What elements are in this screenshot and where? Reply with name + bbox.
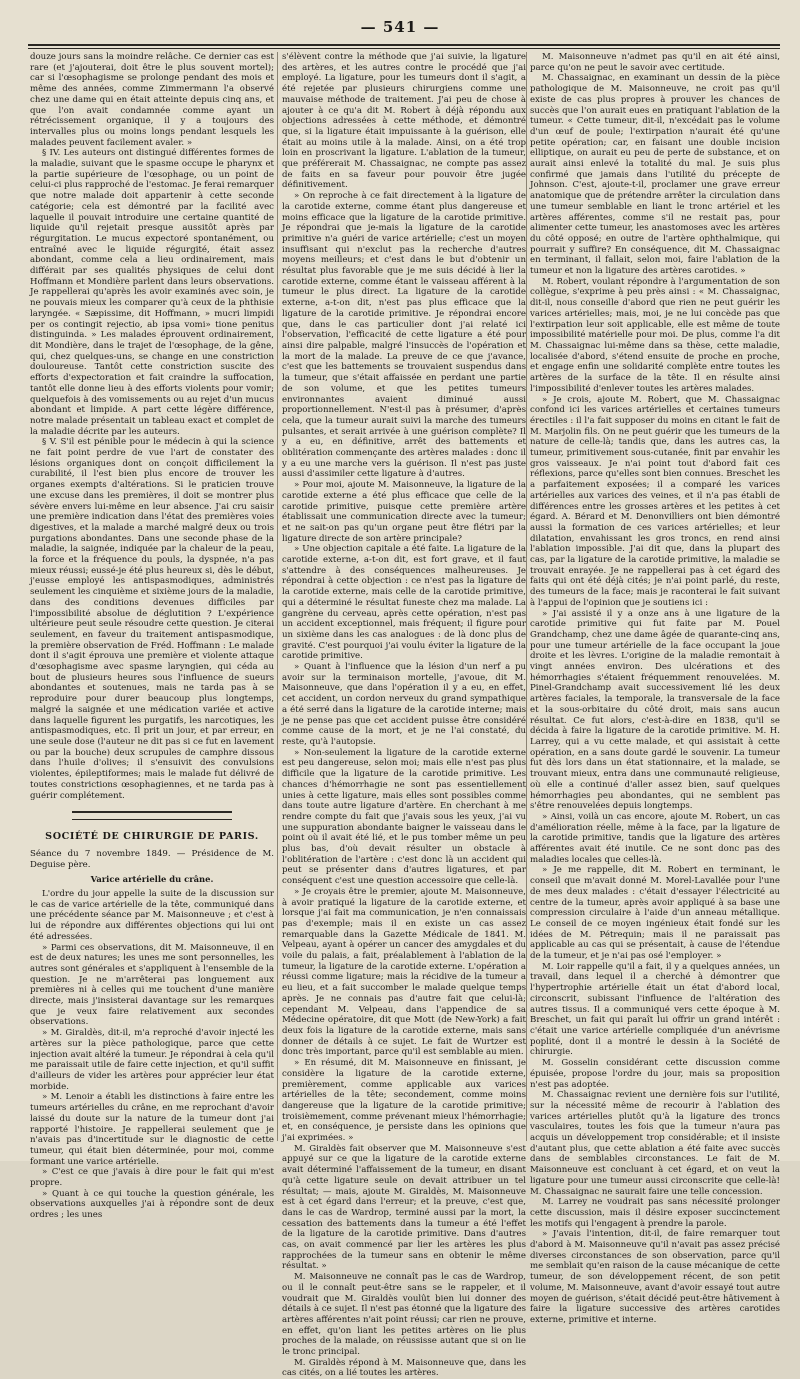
column-divider: [277, 52, 278, 1141]
paragraph: » C'est ce que j'avais à dire pour le fait qui m'est propre.: [30, 1167, 274, 1189]
paragraph: » J'avais l'intention, dit-il, de faire remarquer tout d'abord à M. Maisonneuve qu'il n'avait pas assez précisé diverses circonstances de son observation, parce qu'il me semblait qu'en raison de la cause mécanique de cette tumeur, de son développement récent, de son petit volume, M. Maisonneuve, avant d'avoir essayé tout autre moyen de guérison, s'était décidé peut-être hâtivement à faire la ligature successive des artères carotides externe, primitive et interne.: [530, 1229, 780, 1325]
paragraph: M. Giraldès fait observer que M. Maisonneuve s'est appuyé sur ce que la ligature de la carotide externe avait déterminé l'affaissement de la tumeur, en disant qu'à cette ligature seule on devait attribuer un tel résultat; — mais, ajoute M. Giraldès, M. Maisonneuve est à cet égard dans l'erreur; et la preuve, c'est que, dans le cas de Wardrop, terminé aussi par la mort, la cessation des battements dans la tumeur a été l'effet de la ligature de la carotide primitive. Dans d'autres cas, on avait commencé par lier les artères les plus rapprochées de la tumeur sans en obtenir le même résultat. »: [282, 1143, 526, 1272]
paragraph: » En résumé, dit M. Maisonneuve en finissant, je considère la ligature de la carotide externe, premièrement, comme applicable aux varices artérielles de la tête; secondement, comme moins dangereuse que la ligature de la carotide primitive; troisièmement, comme prévenant mieux l'hémorrhagie; et, en conséquence, je persiste dans les opinions que j'ai exprimées. »: [282, 1058, 526, 1144]
session-line: Séance du 7 novembre 1849. — Présidence de M. Deguise père.: [30, 848, 274, 870]
section-ornament: [72, 811, 232, 820]
paragraph: » M. Lenoir a établi les distinctions à faire entre les tumeurs artérielles du crâne, en me reprochant d'avoir laissé du doute sur la nature de la tumeur dont j'ai rapporté l'histoire. Je rappellerai seulement que je n'avais pas d'incertitude sur le diagnostic de cette tumeur, qui était bien déterminée, pour moi, comme formant une varice artérielle.: [30, 1092, 274, 1167]
page-number: — 541 —: [360, 18, 440, 36]
paragraph: § V. S'il est pénible pour le médecin à qui la science ne fait point perdre de vue l'art de constater des lésions organiques dont on conçoit difficilement la curabilité, il l'est bien plus encore de trouver les organes exempts d'altérations. Si le praticien trouve une excuse dans les premières, il doit se montrer plus sévère envers lui-même en leur absence. J'ai cru saisir une première indication dans l'état des premières voies digestives, et la malade a marché malgré deux ou trois purgations abondantes. Dans une seconde phase de la maladie, la saignée, indiquée par la chaleur de la peau, la force et la fréquence du pouls, la dyspnée, n'a pas mieux réussi; eussé-je été plus heureux si, dès le début, j'eusse employé les antispasmodiques, administrés seulement les cinquième et sixième jours de la maladie, dans des conditions devenues difficiles par l'impossibilité absolue de déglutition ? L'expérience ultérieure peut seule résoudre cette question. Je citerai seulement, en faveur du traitement antispasmodique, la première observation de Fréd. Hoffmann : Le malade dont il s'agit éprouva une première et violente attaque d'œsophagisme avec spasme laryngien, qui céda au bout de plusieurs heures sous l'influence de sueurs abondantes et soutenues, mais ne tarda pas à se reproduire pour durer beaucoup plus longtemps, malgré la saignée et une médication variée et active dans laquelle figurent les purgatifs, les narcotiques, les antispasmodiques, etc. Il prit un jour, et par erreur, en une seule dose (l'auteur ne dit pas si ce fut en lavement ou par la bouche) deux scrupules de camphre dissous dans l'huile d'olives; il s'ensuivit des convulsions violentes, épileptiformes; mais le malade fut délivré de toutes constrictions œsophagiennes, et ne tarda pas à guérir complétement.: [30, 437, 274, 801]
paragraph: » M. Giraldès, dit-il, m'a reproché d'avoir injecté les artères sur la pièce pathologique, parce que cette injection avait altéré la tumeur. Je répondrai à cela qu'il me paraissait utile de faire cette injection, et qu'il suffit d'ailleurs de vider les artères pour apprécier leur état morbide.: [30, 1028, 274, 1092]
paragraph: § IV. Les auteurs ont distingué différentes formes de la maladie, suivant que le spasme occupe le pharynx et la partie supérieure de l'œsophage, ou un point de celui-ci plus rapproché de l'estomac. Je ferai remarquer que notre malade doit appartenir à cette seconde catégorie; cela est démontré par la facilité avec laquelle il pouvait introduire une certaine quantité de liquide qu'il rejetait presque aussitôt après par régurgitation. Le mucus expectoré spontanément, ou entraîné avec le liquide régurgité, était assez abondant, comme cela a lieu ordinairement, mais différait par ses qualités physiques de celui dont Hoffmann et Mondière parlent dans leurs observations. Je rappellerai qu'après les avoir examinés avec soin, je ne pouvais mieux les comparer qu'à ceux de la phthisie laryngée. « Sæpissime, dit Hoffmann, » mucri limpidi per os contingit rejectio, ab ipsa vomi» tione penitus distinguinda. » Les malades éprouvent ordinairement, dit Mondière, dans le trajet de l'œsophage, de la gêne, qui, chez quelques-uns, se change en une constriction douloureuse. Tantôt cette constriction suscite des efforts d'expectoration et fait craindre la suffocation, tantôt elle donne lieu à des efforts violents pour vomir; quelquefois à des vomissements ou au rejet d'un mucus abondant et limpide. A part cette légère différence, notre malade présentait un tableau exact et complet de la maladie décrite par les auteurs.: [30, 148, 274, 437]
paragraph: » Ainsi, voilà un cas encore, ajoute M. Robert, un cas d'amélioration réelle, même à la face, par la ligature de la carotide primitive, tandis que la ligature des artères afférentes avait été inutile. Ce ne sont donc pas des maladies locales que celles-là.: [530, 811, 780, 865]
paragraph: M. Maisonneuve n'admet pas qu'il en ait été ainsi, parce qu'on ne peut le savoir avec certitude.: [530, 52, 780, 73]
paragraph: M. Chassaignac, en examinant un dessin de la pièce pathologique de M. Maisonneuve, ne croit pas qu'il existe de cas plus propres à prouver les chances de succès que l'on aurait eues en pratiquant l'ablation de la tumeur. « Cette tumeur, dit-il, n'excédait pas le volume d'un œuf de poule; l'extirpation n'aurait été qu'une petite opération; car, en faisant une double incision elliptique, on aurait eu peu de perte de substance, et on aurait ainsi enlevé la totalité du mal. Je suis plus confirmé que jamais dans l'utilité du précepte de Johnson. C'est, ajoute-t-il, proclamer une grave erreur anatomique que de prétendre arrêter la circulation dans une tumeur semblable en liant le tronc artériel et les artères afférentes, comme s'il ne restait pas, pour alimenter cette tumeur, les anastomoses avec les artères du côté opposé; en outre de l'artère ophthalmique, qui pourrait y suffire? En conséquence, dit M. Chassaignac en terminant, il fallait, selon moi, faire l'ablation de la tumeur et non la ligature des artères carotides. »: [530, 73, 780, 277]
header-rule: [28, 44, 780, 49]
section-heading: Varice artérielle du crâne.: [90, 874, 214, 885]
paragraph: M. Gosselin considérant cette discussion comme épuisée, propose l'ordre du jour, mais sa proposition n'est pas adoptée.: [530, 1058, 780, 1090]
paragraph: M. Robert, voulant répondre à l'argumentation de son collègue, s'exprime à peu près ainsi : « M. Chassaignac, dit-il, nous conseille d'abord que rien ne peut guérir les varices artérielles; mais, moi, je ne lui concède pas que l'extirpation leur soit applicable, elle est même de toute impossibilité matérielle pour moi. De plus, comme l'a dit M. Chassaignac lui-même dans sa thèse, cette maladie, localisée d'abord, s'étend ensuite de proche en proche, et engage enfin une solidarité complète entre toutes les artères de la surface de la tête. Il en résulte ainsi l'impossibilité d'enlever toutes les artères malades.: [530, 276, 780, 394]
paragraph: » Quant à ce qui touche la question générale, les observations auxquelles j'ai à répondre sont de deux ordres ; les unes: [30, 1188, 274, 1221]
paragraph: M. Chassaignac revient une dernière fois sur l'utilité, sur la nécessité même de recourir à l'ablation des varices artérielles plutôt qu'à la ligature des troncs vasculaires, toutes les fois que la tumeur n'aura pas acquis un développement trop considérable; et il insiste d'autant plus, que cette ablation a été faite avec succès dans de semblables circonstances. Le fait de M. Maisonneuve est concluant à cet égard, et on veut la ligature pour une tumeur aussi circonscrite que celle-là! M. Chassaignac ne saurait faire une telle concession.: [530, 1090, 780, 1197]
paragraph: » Je croyais être le premier, ajoute M. Maisonneuve, à avoir pratiqué la ligature de la carotide externe, et lorsque j'ai fait ma communication, je n'en connaissais pas d'exemple; mais il en existe un cas assez remarquable dans la Gazette Médicale de 1841. M. Velpeau, ayant à opérer un cancer des amygdales et du voile du palais, a fait, préalablement à l'ablation de la tumeur, la ligature de la carotide externe. L'opération a réussi comme ligature; mais la récidive de la tumeur a eu lieu, et a fait succomber le malade quelque temps après. Je ne connais pas d'autre fait que celui-là; cependant M. Velpeau, dans l'appendice de sa Médecine opératoire, dit que Mott (de New-York) a fait deux fois la ligature de la carotide externe, mais sans donner de détails à ce sujet. Le fait de Wurtzer est donc très important, parce qu'il est semblable au mien.: [282, 886, 526, 1058]
paragraph: L'ordre du jour appelle la suite de la discussion sur le cas de varice artérielle de la tête, communiqué dans une précédente séance par M. Maisonneuve ; et c'est à lui de répondre aux différentes objections qui lui ont été adressées.: [30, 889, 274, 942]
society-title: SOCIÉTÉ DE CHIRURGIE DE PARIS.: [45, 831, 259, 843]
paragraph: » Pour moi, ajoute M. Maisonneuve, la ligature de la carotide externe a été plus efficace que celle de la carotide primitive, puisque cette première artère établissait une communication directe avec la tumeur; et ne sait-on pas qu'un organe peut être flétri par la ligature directe de son artère principale?: [282, 480, 526, 544]
paragraph: M. Maisonneuve ne connaît pas le cas de Wardrop, ou il le connaît peut-être sans se le rappeler, et il voudrait que M. Giraldès voulût bien lui donner des détails à ce sujet. Il n'est pas étonné que la ligature des artères afférentes n'ait point réussi; car rien ne prouve, en effet, qu'on liant les petites artères on lie plus proches de la malade, on réussisse autant que si on lie le tronc principal.: [282, 1272, 526, 1358]
paragraph: » Je crois, ajoute M. Robert, que M. Chassaignac confond ici les varices artérielles et certaines tumeurs érectiles : il l'a fait supposer du moins en citant le fait de M. Marjolin fils. On ne peut guérir que les tumeurs de la nature de celle-là; tandis que, dans les autres cas, la tumeur, primitivement sous-cutanée, finit par envahir les gros vaisseaux. Je n'ai point tout d'abord fait ces réflexions, parce qu'elles sont bien connues. Breschet les a parfaitement exposées; il a comparé les varices artérielles aux varices des veines, et il n'a pas établi de différences entre les grosses artères et les petites à cet égard. A. Bérard et M. Denonvilliers ont bien démontré aussi la formation de ces varices artérielles; et leur dilatation, envahissant les gros troncs, en rend ainsi l'ablation impossible. J'ai dit que, dans la plupart des cas, par la ligature de la carotide primitive, la maladie se trouvait enrayée. Je ne rappellerai pas à cet égard des faits qui ont été déjà cités; je n'ai point parlé, du reste, des tumeurs de la face; mais je raconterai le fait suivant à l'appui de l'opinion que je soutiens ici :: [530, 394, 780, 608]
paragraph: » Quant à l'influence que la lésion d'un nerf a pu avoir sur la terminaison mortelle, j'avoue, dit M. Maisonneuve, que dans l'opération il y a eu, en effet, cet accident, un cordon nerveux du grand sympathique a été serré dans la ligature de la carotide interne; mais je ne pense pas que cet accident puisse être considéré comme cause de la mort, et je ne l'ai constaté, du reste, qu'à l'autopsie.: [282, 662, 526, 747]
paragraph: douze jours sans la moindre relâche. Ce dernier cas est rare (et j'ajouterai, doit être le plus souvent mortel); car si l'œsophagisme se prolonge pendant des mois et même des années, comme Zimmermann l'a observé chez une dame qui en était atteinte depuis cinq ans, et que l'on avait condamnée comme ayant un rétrécissement organique, il y a toujours des intervalles plus ou moins longs pendant lesquels les malades peuvent facilement avaler. »: [30, 52, 274, 148]
paragraph: » Une objection capitale a été faite. La ligature de la carotide externe, a-t-on dit, est fort grave, et il faut s'attendre à des conséquences malheureuses. Je répondrai à cette objection : ce n'est pas la ligature de la carotide externe, mais celle de la carotide primitive, qui a déterminé le résultat funeste chez ma malade. La gangrène du cerveau, après cette opération, n'est pas un accident exceptionnel, mais fréquent; il figure pour un sixième dans les cas analogues : de là donc plus de gravité. C'est pourquoi j'ai voulu éviter la ligature de la carotide primitive.: [282, 544, 526, 662]
paragraph: M. Larrey ne voudrait pas sans nécessité prolonger cette discussion, mais il désire exposer succinctement les motifs qui l'engagent à prendre la parole.: [530, 1197, 780, 1229]
paragraph: » On reproche à ce fait directement à la ligature de la carotide externe, comme étant plus dangereuse et moins efficace que la ligature de la carotide primitive. Je répondrai que je-mais la ligature de la carotide primitive n'a guéri de varice artérielle; c'est un moyen insuffisant qui n'exclut pas la recherche d'autres moyens meilleurs; et c'est dans le but d'obtenir un résultat plus favorable que je me suis décidé à lier la carotide externe, comme étant le vaisseau afférent à la tumeur le plus direct. La ligature de la carotide externe, a-t-on dit, n'est pas plus efficace que la ligature de la carotide primitive. Je répondrai encore que, dans le cas particulier dont j'ai relaté ici l'observation, l'efficacité de cette ligature a été pour ainsi dire palpable, malgré l'insuccès de l'opération et la mort de la malade. La preuve de ce que j'avance, c'est que les battements se trouvaient suspendus dans la tumeur, que s'était affaissée en perdant une partie de son volume, et que les petites tumeurs environnantes avaient diminué aussi proportionnellement. N'est-il pas à présumer, d'après cela, que la tumeur aurait suivi la marche des tumeurs pulsantes, et serait arrivée à une guérison complète? Il y a eu, en définitive, arrêt des battements et oblitération commençante des artères malades : donc il y a eu une marche vers la guérison. Il n'est pas juste aussi d'assimiler cette ligature à d'autres.: [282, 191, 526, 480]
paragraph: M. Giraldès répond à M. Maisonneuve que, dans les cas cités, on a lié toutes les artères.: [282, 1357, 526, 1379]
paragraph: s'élèvent contre la méthode que j'ai suivie, la ligature des artères, et les autres contre le procédé que j'ai employé. La ligature, pour les tumeurs dont il s'agit, a été rejetée par plusieurs chirurgiens comme une mauvaise méthode de traitement. J'ai peu de chose à ajouter à ce qu'a dit M. Robert à déjà répondu aux objections adressées à cette méthode, et démontré que, si la ligature était impuissante à la guérison, elle était au moins utile à la malade. Ainsi, on a été trop loin en proscrivant la ligature. L'ablation de la tumeur, que préférerait M. Chassaignac, ne compte pas assez de faits en sa faveur pour pouvoir être jugée définitivement.: [282, 52, 526, 191]
paragraph: M. Loir rappelle qu'il a fait, il y a quelques années, un travail, dans lequel il a cherché à démontrer que l'hypertrophie artérielle était un état d'abord local, circonscrit, subissant l'influence de l'altération des autres tissus. Il a communiqué vers cette époque à M. Breschet, un fait qui paraît lui offrir un grand intérêt : c'était une varice artérielle compliquée d'un anévrisme poplité, dont il a montré le dessin à la Société de chirurgie.: [530, 961, 780, 1058]
paragraph: » Non-seulement la ligature de la carotide externe est peu dangereuse, selon moi; mais elle n'est pas plus difficile que la ligature de la carotide primitive. Les chances d'hémorrhagie ne sont pas essentiellement unies à cette ligature, mais elles sont possibles comme dans toute autre ligature d'artère. En cherchant à me rendre compte du fait que j'avais sous les yeux, j'ai vu une suppuration abondante baigner le vaisseau dans le point où il avait été lié, et le pus tomber même un peu plus bas, d'où devait résulter un obstacle à l'oblitération de l'artère : c'est donc là un accident qui peut se présenter dans d'autres ligatures, et par conséquent c'est une question accessoire que celle-là.: [282, 747, 526, 887]
paragraph: » Je me rappelle, dit M. Robert en terminant, le conseil que m'avait donné M. Morel-Lavallée pour l'une de mes deux malades : c'était d'essayer l'électricité au centre de la tumeur, après avoir appliqué à sa base une compression circulaire à l'aide d'un anneau métallique. Le conseil de ce moyen ingénieux était fondé sur les idées de M. Pétrequin; mais il ne paraissait pas applicable au cas qui se présentait, à cause de l'étendue de la tumeur, et je n'ai pas osé l'employer. »: [530, 865, 780, 962]
paragraph: » Parmi ces observations, dit M. Maisonneuve, il en est de deux natures; les unes me sont personnelles, les autres sont générales et s'appliquent à l'ensemble de la question. Je ne m'arrêterai pas longuement aux premières ni à celles qui me touchent d'une manière directe, mais j'insisterai davantage sur les remarques que je veux faire relativement aux secondes observations.: [30, 942, 274, 1028]
column-1: [30, 52, 274, 1221]
column-2: [282, 52, 526, 1379]
column-3: [530, 52, 780, 1325]
column-divider: [526, 52, 527, 1141]
paragraph: » J'ai assisté il y a onze ans à une ligature de la carotide primitive qui fut faite par M. Pouel Grandchamp, chez une dame âgée de quarante-cinq ans, pour une tumeur artérielle de la face occupant la joue droite et les lèvres. L'origine de la maladie remontait à vingt années environ. Des ulcérations et des hémorrhagies s'étaient fréquemment renouvelées. M. Pinel-Grandchamp avait successivement lié les deux artères faciales, la temporale, la transversale de la face et la sous-orbitaire du côté droit, mais sans aucun résultat. Ce fut alors, c'est-à-dire en 1838, qu'il se décida à faire la ligature de la carotide primitive. M. H. Larrey, qui a vu cette malade, et qui assistait à cette opération, en a sans doute gardé le souvenir. La tumeur fut dès lors dans un état stationnaire, et la malade, se trouvant mieux, entra dans une communauté religieuse, où elle a continué d'aller assez bien, sauf quelques hémorrhagies peu abondantes, qui ne semblent pas s'être renouvelées depuis longtemps.: [530, 608, 780, 812]
